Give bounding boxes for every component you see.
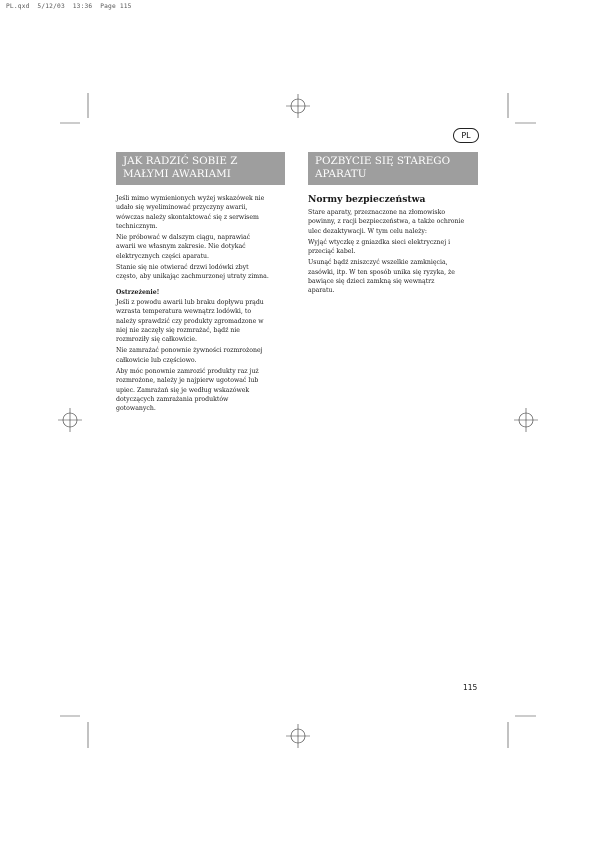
paragraph [116,194,288,231]
paragraph [116,367,288,413]
heading-line: APARATU [315,168,367,180]
text-line: powinny, z racji bezpieczeństwa, a także ochronie [308,218,465,226]
paragraph [116,298,288,344]
text-line: należy sprawdzić czy produkty zgromadzone w [116,317,264,325]
text-line: Aby móc ponownie zamrozić produkty raz już [116,368,259,376]
paragraph [116,233,288,261]
language-badge: PL [453,128,479,143]
warning-title: Ostrzeżenie! [116,288,160,296]
text-line: często, aby unikając zachmurzonej utraty zimna. [116,273,269,281]
text-line: wówczas należy skontaktować się z serwisem [116,213,259,221]
paragraph [308,238,480,257]
print-slug: PL.qxd 5/12/03 13:36 Page 115 [6,3,132,10]
paragraph [308,258,480,295]
paragraph [116,346,288,365]
left-column-body [116,194,288,416]
text-line: bawiące się dzieci zamkną się wewnątrz [308,278,435,286]
text-line: Wyjąć wtyczkę z gniazdka sieci elektrycznej i [308,238,451,246]
text-line: rozmroziły się całkowicie. [116,336,197,344]
text-line: Stanie się nie otwierać drzwi lodówki zbyt [116,264,249,272]
text-line: wzrasta temperatura wewnątrz lodówki, to [116,308,252,316]
page-number: 115 [463,683,478,692]
text-line: niej nie zaczęły się rozmrażać, bądź nie [116,326,240,334]
text-line: technicznym. [116,222,158,230]
section-heading-malfunctions [116,152,285,185]
text-line: Usunąć bądź zniszczyć wszelkie zamknięcia, [308,259,448,267]
registration-target-top [286,94,310,118]
text-line: Jeśli mimo wymienionych wyżej wskazówek nie [116,195,265,202]
registration-target-right [514,408,538,432]
text-line: aparatu. [308,287,335,295]
text-line: dotyczących zamrażania produktów [116,395,229,403]
right-column-body [308,194,480,298]
text-line: całkowicie lub częściowo. [116,356,197,364]
text-line: przeciąć kabel. [308,248,356,256]
registration-target-bottom [286,724,310,748]
text-line: Stare aparaty, przeznaczone na złomowisko [308,209,446,216]
text-line: Jeśli z powodu awarii lub braku dopływu prądu [116,298,264,306]
text-line: udało się wyeliminować przyczyny awarii, [116,204,248,212]
text-line: Nie zamrażać ponownie żywności rozmrożonej [116,347,263,355]
text-line: rozmrożone, należy je najpierw ugotować lub [116,377,259,385]
heading-line: MAŁYMI AWARIAMI [123,168,231,180]
heading-line: POZBYCIE SIĘ STAREGO [315,155,451,167]
text-line: gotowanych. [116,405,156,413]
safety-subheading: Normy bezpieczeństwa [308,194,426,205]
paragraph [116,263,288,282]
text-line: zasówki, itp. W ten sposób unika się ryzyka, że [308,268,455,276]
text-line: Nie próbować w dalszym ciągu, naprawiać [116,234,251,242]
registration-target-left [58,408,82,432]
text-line: awarii we własnym zakresie. Nie dotykać [116,243,246,251]
text-line: elektrycznych części aparatu. [116,252,210,260]
section-heading-disposal [308,152,478,185]
text-line: upiec. Zamrażań się je według wskazówek [116,386,250,394]
paragraph [308,208,480,236]
text-line: ulec dezaktywacji. W tym celu należy: [308,227,427,235]
heading-line: JAK RADZIĆ SOBIE Z [123,155,238,167]
